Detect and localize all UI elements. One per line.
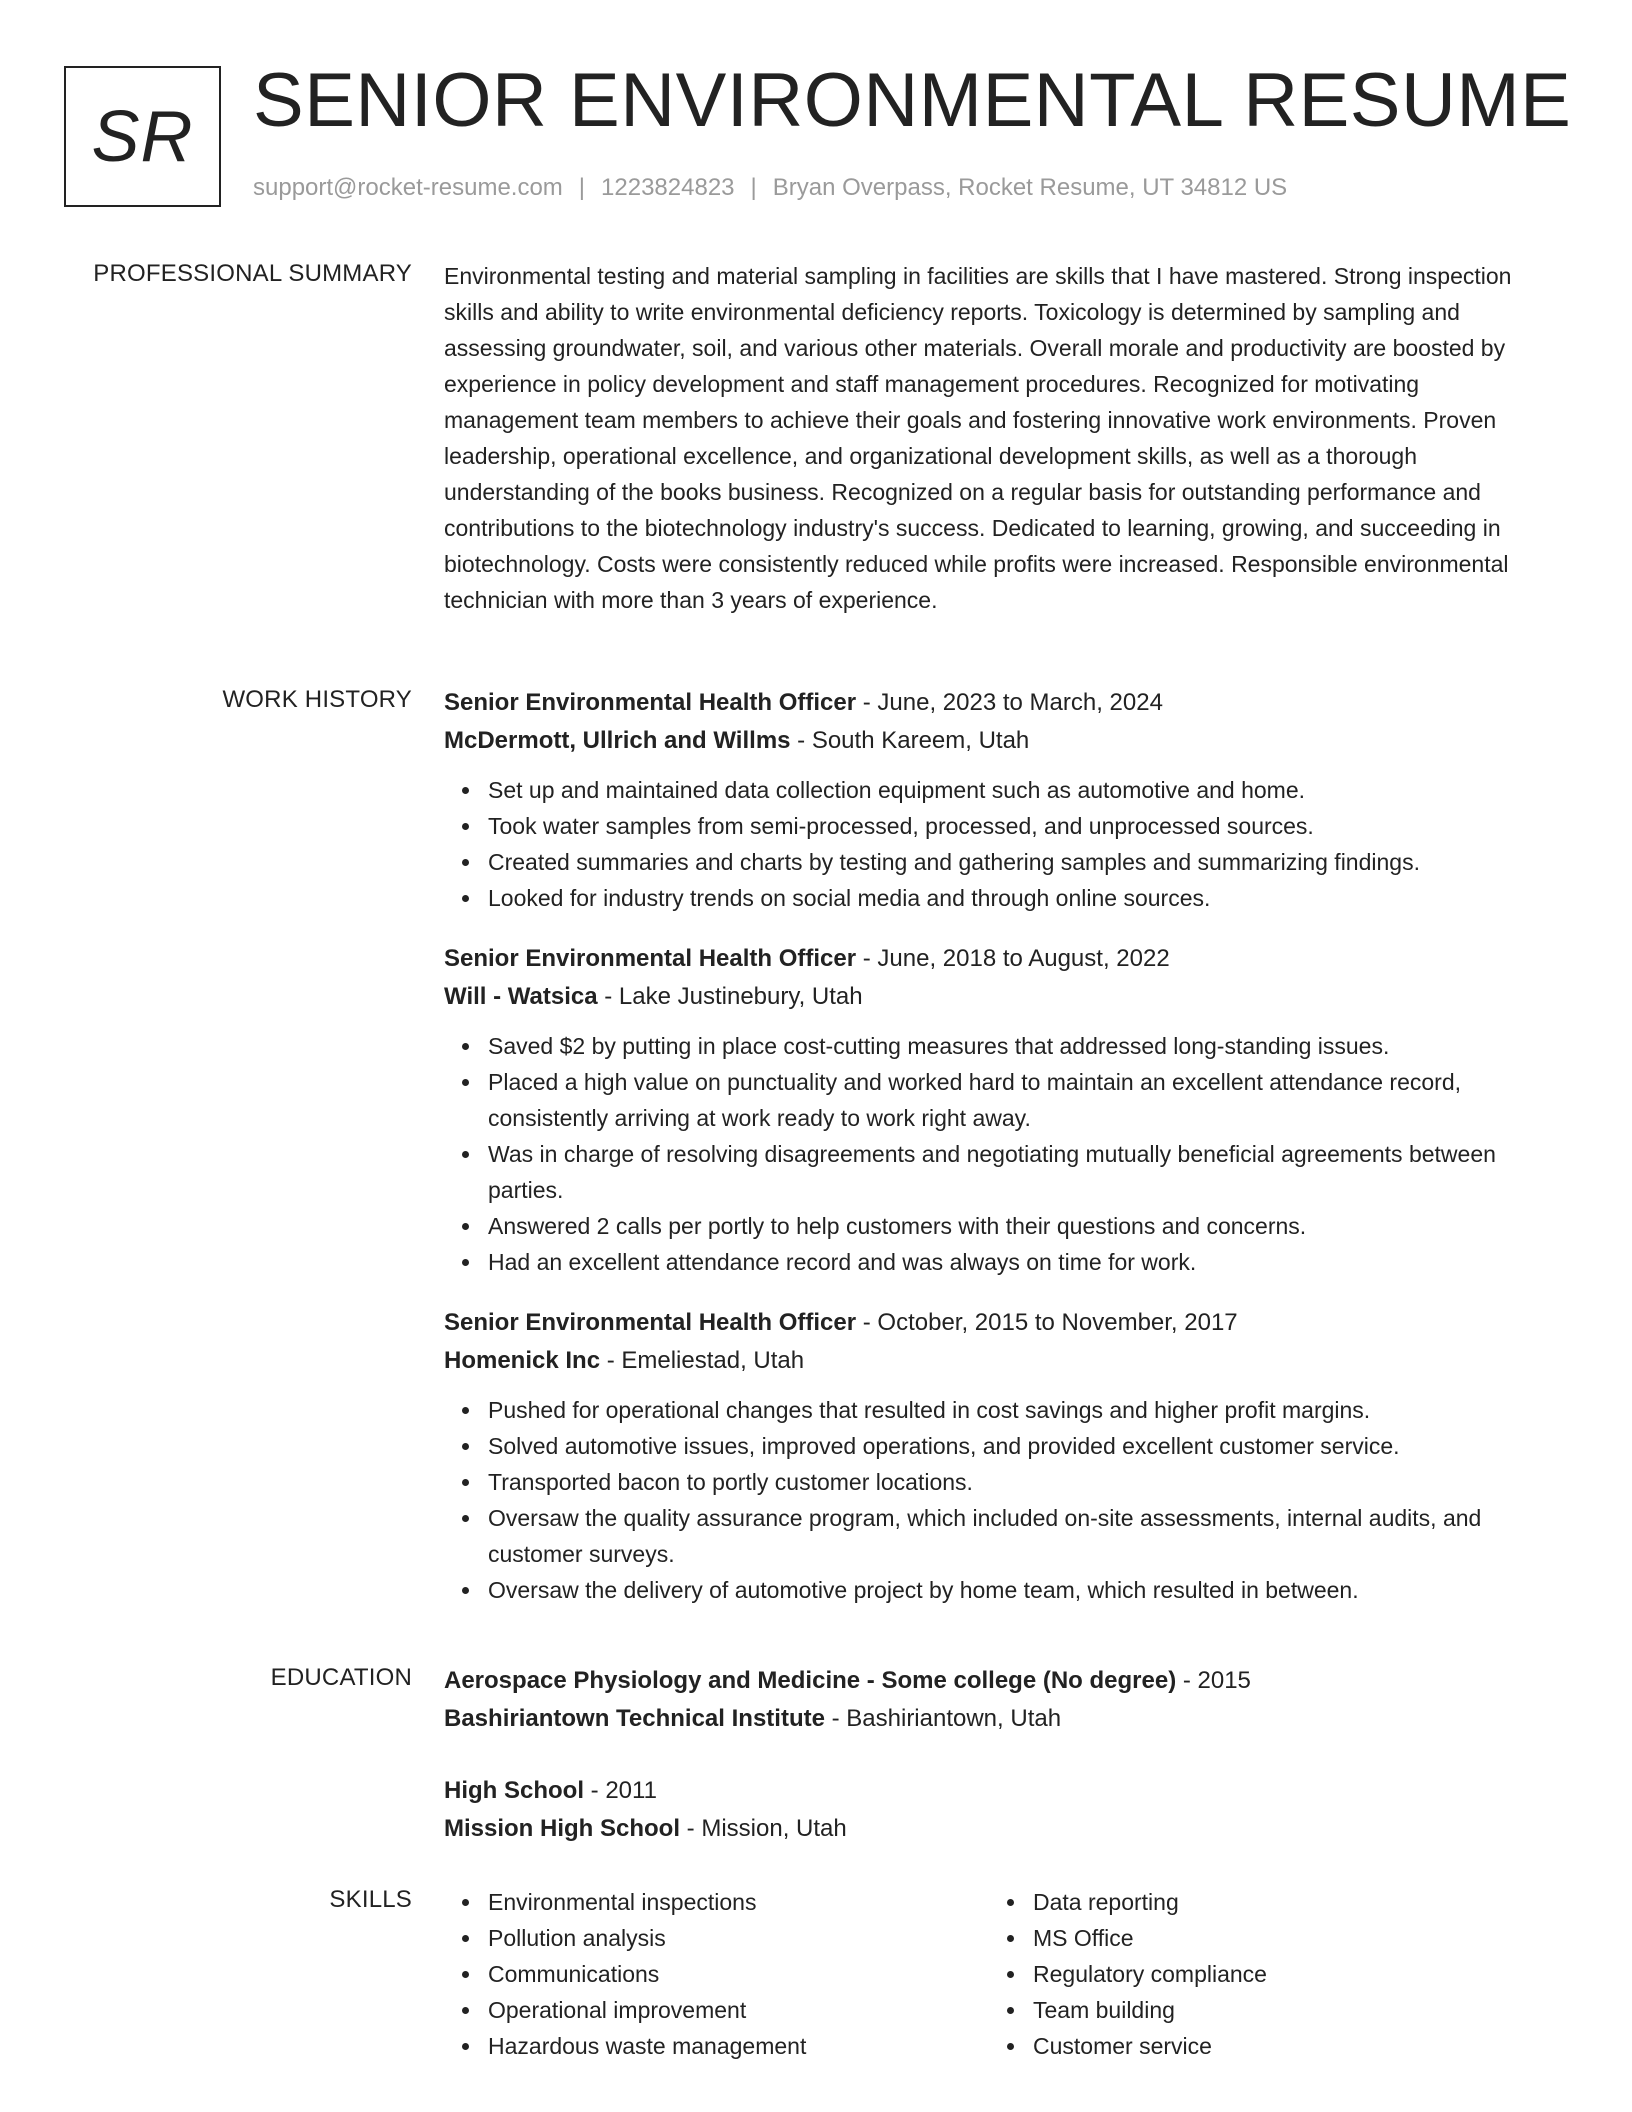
job-bullet: Transported bacon to portly customer locations. [488, 1464, 1554, 1500]
job-bullets [444, 772, 1554, 916]
skill-item: Data reporting [1033, 1884, 1534, 1920]
job-company: Will - Watsica [444, 983, 598, 1010]
job-entry [444, 684, 1554, 916]
education-degree-line [444, 1772, 1554, 1810]
job-bullets [444, 1392, 1554, 1608]
skill-item: Team building [1033, 1992, 1534, 2028]
skills-list-right [989, 1884, 1534, 2064]
job-bullet: Oversaw the delivery of automotive project by home team, which resulted in between. [488, 1572, 1554, 1608]
skill-item: Operational improvement [488, 1992, 989, 2028]
section-label-work-history: WORK HISTORY [222, 686, 412, 713]
job-location: - Emeliestad, Utah [600, 1347, 805, 1374]
job-entry [444, 1304, 1554, 1608]
skills-body [444, 1884, 1554, 2064]
monogram-box [64, 66, 221, 207]
education-school-line [444, 1810, 1554, 1848]
job-bullet: Answered 2 calls per portly to help customers with their questions and concerns. [488, 1208, 1554, 1244]
skill-item: MS Office [1033, 1920, 1534, 1956]
job-location: - Lake Justinebury, Utah [597, 983, 863, 1010]
skill-item: Communications [488, 1956, 989, 1992]
job-bullet: Was in charge of resolving disagreements and negotiating mutually beneficial agreements between parties. [488, 1136, 1554, 1208]
job-company-line [444, 978, 1554, 1016]
job-dates: - June, 2023 to March, 2024 [856, 689, 1163, 716]
skill-item: Regulatory compliance [1033, 1956, 1534, 1992]
job-bullet: Pushed for operational changes that resulted in cost savings and higher profit margins. [488, 1392, 1554, 1428]
job-dates: - June, 2018 to August, 2022 [856, 945, 1170, 972]
job-bullet: Placed a high value on punctuality and worked hard to maintain an excellent attendance record, consistently arriving at work ready to work right away. [488, 1064, 1554, 1136]
education-body [444, 1662, 1554, 1882]
skill-item: Customer service [1033, 2028, 1534, 2064]
contact-address: Bryan Overpass, Rocket Resume, UT 34812 US [772, 174, 1288, 201]
resume-title: SENIOR ENVIRONMENTAL RESUME [253, 58, 1572, 143]
job-entry [444, 940, 1554, 1280]
job-bullet: Created summaries and charts by testing and gathering samples and summarizing findings. [488, 844, 1554, 880]
job-title-line [444, 684, 1554, 722]
job-title: Senior Environmental Health Officer [444, 689, 857, 716]
education-degree: Aerospace Physiology and Medicine - Some college (No degree) [444, 1667, 1177, 1694]
education-school: Bashiriantown Technical Institute [444, 1705, 825, 1732]
job-bullet: Solved automotive issues, improved operations, and provided excellent customer service. [488, 1428, 1554, 1464]
section-label-summary: PROFESSIONAL SUMMARY [93, 260, 412, 287]
job-company-line [444, 1342, 1554, 1380]
skills-column-right [989, 1884, 1534, 2064]
education-location: - Bashiriantown, Utah [824, 1705, 1062, 1732]
job-bullet: Took water samples from semi-processed, processed, and unprocessed sources. [488, 808, 1554, 844]
contact-phone: 1223824823 [601, 174, 735, 201]
summary-body [444, 258, 1554, 618]
job-dates: - October, 2015 to November, 2017 [856, 1309, 1238, 1336]
skill-item: Pollution analysis [488, 1920, 989, 1956]
education-school-line [444, 1700, 1554, 1738]
job-title-line [444, 1304, 1554, 1342]
summary-text: Environmental testing and material sampling in facilities are skills that I have mastered. Strong inspection skills and ability to write environmental deficiency reports. Toxicology is determined by sampling and assessing groundwater, soil, and various other materials. Overall morale and productivity are boosted by experience in policy development and staff management procedures. Recognized for motivating management team members to achieve their goals and fostering innovative work environments. Proven leadership, operational excellence, and organizational development skills, as well as a thorough understanding of the books business. Recognized on a regular basis for outstanding performance and contributions to the biotechnology industry's success. Dedicated to learning, growing, and succeeding in biotechnology. Costs were consistently reduced while profits were increased. Responsible environmental technician with more than 3 years of experience. [444, 263, 1512, 613]
job-bullet: Set up and maintained data collection equipment such as automotive and home. [488, 772, 1554, 808]
contact-email: support@rocket-resume.com [253, 174, 563, 201]
monogram-initials: SR [91, 96, 194, 177]
job-company: Homenick Inc [444, 1347, 601, 1374]
skills-column-left [444, 1884, 989, 2064]
education-degree: High School [444, 1777, 584, 1804]
education-degree-line [444, 1662, 1554, 1700]
job-location: - South Kareem, Utah [790, 727, 1030, 754]
section-label-education: EDUCATION [270, 1664, 412, 1691]
job-bullet: Had an excellent attendance record and was always on time for work. [488, 1244, 1554, 1280]
education-year: - 2015 [1176, 1667, 1251, 1694]
job-company-line [444, 722, 1554, 760]
skill-item: Environmental inspections [488, 1884, 989, 1920]
job-bullets [444, 1028, 1554, 1280]
job-title: Senior Environmental Health Officer [444, 1309, 857, 1336]
skills-grid [444, 1884, 1554, 2064]
education-location: - Mission, Utah [680, 1815, 847, 1842]
contact-separator: | [578, 174, 586, 201]
section-label-skills: SKILLS [329, 1886, 412, 1913]
skills-list-left [444, 1884, 989, 2064]
work-history-body [444, 684, 1554, 1632]
skill-item: Hazardous waste management [488, 2028, 989, 2064]
job-company: McDermott, Ullrich and Willms [444, 727, 791, 754]
education-entry [444, 1772, 1554, 1848]
job-bullet: Looked for industry trends on social media and through online sources. [488, 880, 1554, 916]
education-entry [444, 1662, 1554, 1738]
education-school: Mission High School [444, 1815, 681, 1842]
education-year: - 2011 [584, 1777, 657, 1804]
contact-line [253, 174, 1287, 202]
contact-separator: | [750, 174, 757, 201]
job-title: Senior Environmental Health Officer [444, 945, 857, 972]
job-bullet: Oversaw the quality assurance program, which included on-site assessments, internal audits, and customer surveys. [488, 1500, 1554, 1572]
job-bullet: Saved $2 by putting in place cost-cutting measures that addressed long-standing issues. [488, 1028, 1554, 1064]
job-title-line [444, 940, 1554, 978]
